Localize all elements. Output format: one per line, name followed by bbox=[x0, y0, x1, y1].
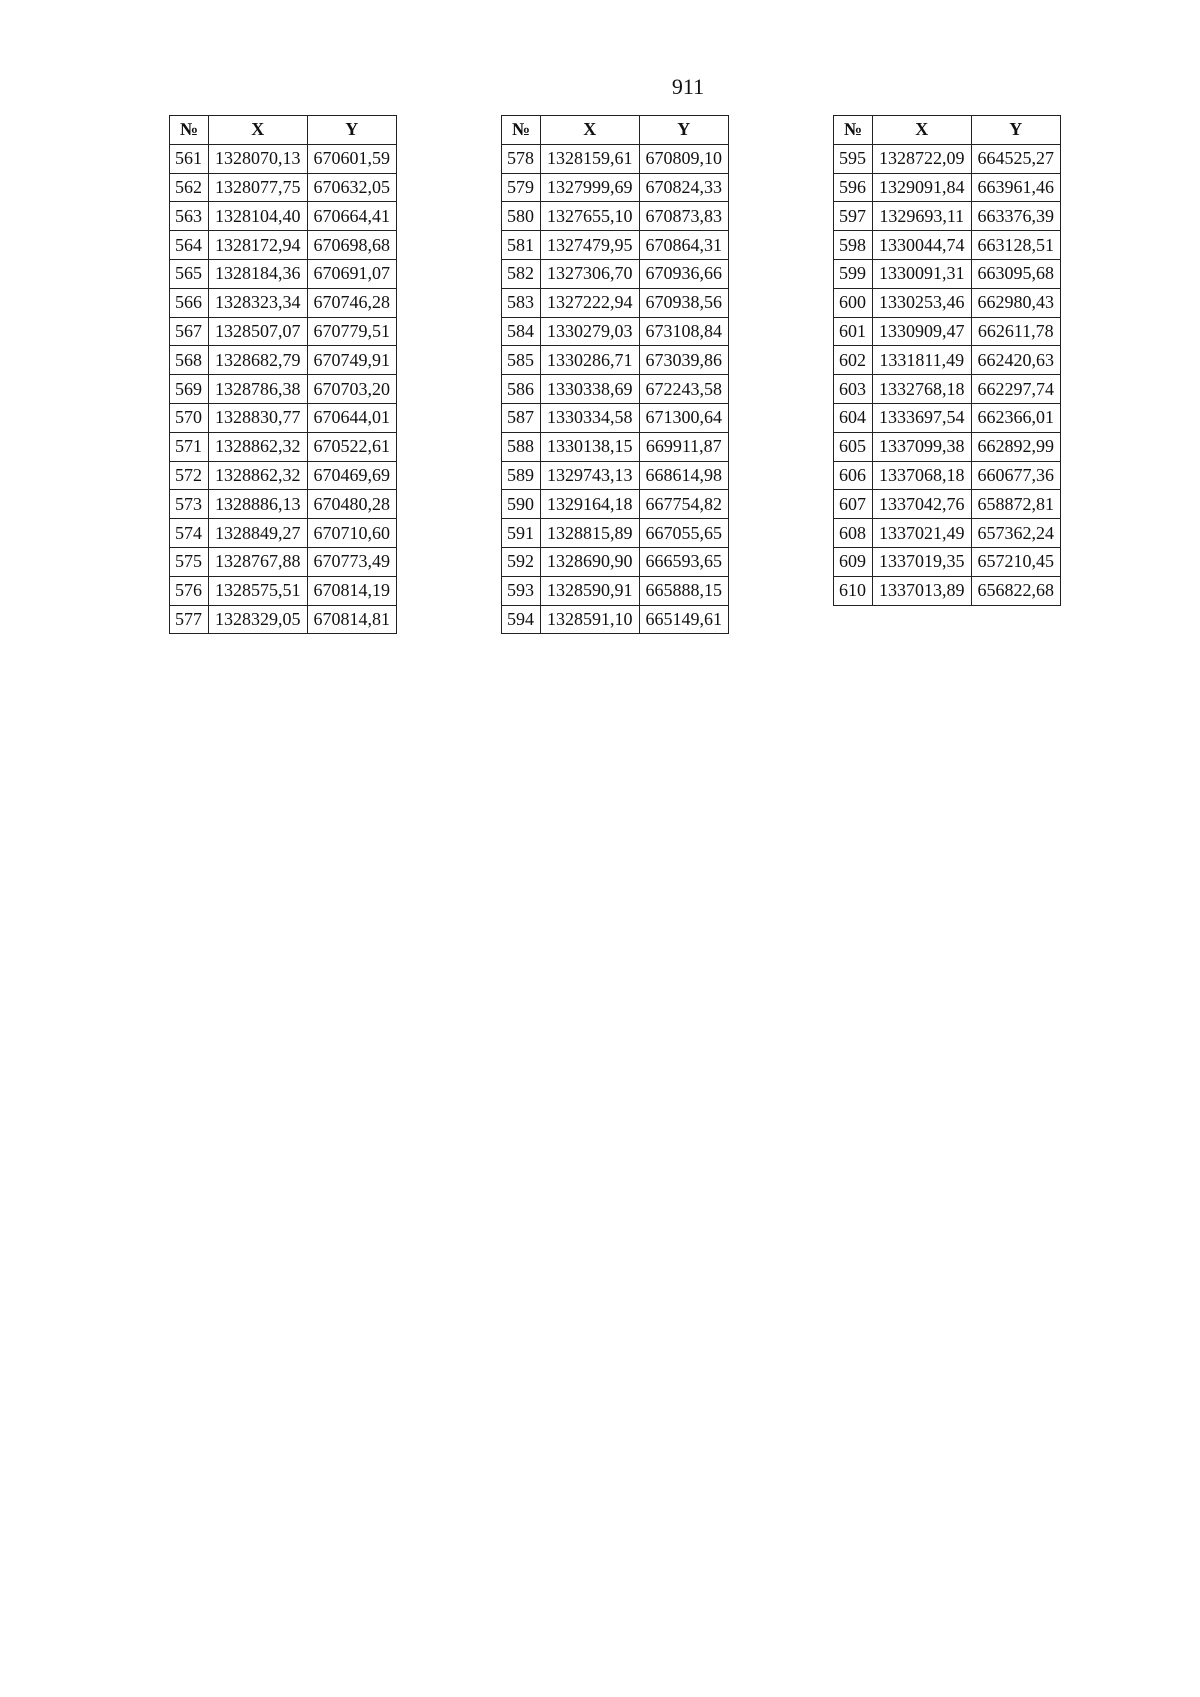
cell-y: 660677,36 bbox=[971, 461, 1061, 490]
cell-y: 670779,51 bbox=[307, 317, 397, 346]
cell-number: 573 bbox=[170, 490, 209, 519]
cell-y: 670814,19 bbox=[307, 576, 397, 605]
cell-y: 670936,66 bbox=[639, 259, 729, 288]
cell-y: 669911,87 bbox=[639, 432, 729, 461]
table-row bbox=[502, 231, 729, 260]
cell-number: 607 bbox=[834, 490, 873, 519]
cell-x: 1337099,38 bbox=[873, 432, 972, 461]
cell-y: 662420,63 bbox=[971, 346, 1061, 375]
table-row bbox=[170, 144, 397, 173]
table-row bbox=[834, 519, 1061, 548]
cell-number: 564 bbox=[170, 231, 209, 260]
cell-y: 656822,68 bbox=[971, 576, 1061, 605]
cell-x: 1328172,94 bbox=[209, 231, 308, 260]
cell-number: 582 bbox=[502, 259, 541, 288]
table-row bbox=[502, 576, 729, 605]
cell-number: 561 bbox=[170, 144, 209, 173]
table-row bbox=[834, 432, 1061, 461]
table-row bbox=[834, 576, 1061, 605]
table-row bbox=[170, 259, 397, 288]
cell-x: 1329164,18 bbox=[541, 490, 640, 519]
cell-number: 601 bbox=[834, 317, 873, 346]
cell-y: 663376,39 bbox=[971, 202, 1061, 231]
cell-number: 575 bbox=[170, 547, 209, 576]
cell-number: 583 bbox=[502, 288, 541, 317]
cell-number: 571 bbox=[170, 432, 209, 461]
cell-number: 608 bbox=[834, 519, 873, 548]
cell-number: 584 bbox=[502, 317, 541, 346]
table-row bbox=[502, 202, 729, 231]
cell-x: 1327222,94 bbox=[541, 288, 640, 317]
table-row bbox=[834, 144, 1061, 173]
cell-y: 664525,27 bbox=[971, 144, 1061, 173]
table-row bbox=[834, 346, 1061, 375]
table-row bbox=[502, 375, 729, 404]
cell-number: 590 bbox=[502, 490, 541, 519]
table-row bbox=[834, 317, 1061, 346]
cell-y: 670632,05 bbox=[307, 173, 397, 202]
table-row bbox=[170, 346, 397, 375]
cell-x: 1328591,10 bbox=[541, 605, 640, 634]
table-row bbox=[502, 432, 729, 461]
cell-y: 670703,20 bbox=[307, 375, 397, 404]
cell-y: 670746,28 bbox=[307, 288, 397, 317]
cell-number: 593 bbox=[502, 576, 541, 605]
cell-y: 670814,81 bbox=[307, 605, 397, 634]
cell-y: 665149,61 bbox=[639, 605, 729, 634]
cell-number: 580 bbox=[502, 202, 541, 231]
cell-y: 663095,68 bbox=[971, 259, 1061, 288]
page-number: 911 bbox=[671, 74, 705, 99]
cell-x: 1328323,34 bbox=[209, 288, 308, 317]
cell-number: 588 bbox=[502, 432, 541, 461]
cell-x: 1330138,15 bbox=[541, 432, 640, 461]
cell-y: 673108,84 bbox=[639, 317, 729, 346]
table-row bbox=[834, 202, 1061, 231]
coordinates-table bbox=[833, 115, 1061, 606]
table-row bbox=[502, 490, 729, 519]
cell-x: 1328862,32 bbox=[209, 461, 308, 490]
cell-x: 1328722,09 bbox=[873, 144, 972, 173]
cell-y: 668614,98 bbox=[639, 461, 729, 490]
table-row bbox=[502, 461, 729, 490]
cell-number: 598 bbox=[834, 231, 873, 260]
cell-x: 1327655,10 bbox=[541, 202, 640, 231]
cell-x: 1328862,32 bbox=[209, 432, 308, 461]
cell-y: 662611,78 bbox=[971, 317, 1061, 346]
table-row bbox=[834, 288, 1061, 317]
cell-number: 599 bbox=[834, 259, 873, 288]
cell-y: 670698,68 bbox=[307, 231, 397, 260]
cell-x: 1330909,47 bbox=[873, 317, 972, 346]
cell-number: 585 bbox=[502, 346, 541, 375]
cell-x: 1328329,05 bbox=[209, 605, 308, 634]
column-header-y: Y bbox=[307, 116, 397, 145]
table-row bbox=[170, 461, 397, 490]
cell-number: 587 bbox=[502, 403, 541, 432]
table-header-row bbox=[834, 116, 1061, 145]
table-row bbox=[170, 576, 397, 605]
table-row bbox=[502, 259, 729, 288]
cell-x: 1328830,77 bbox=[209, 403, 308, 432]
cell-y: 670691,07 bbox=[307, 259, 397, 288]
cell-number: 592 bbox=[502, 547, 541, 576]
cell-number: 595 bbox=[834, 144, 873, 173]
cell-number: 569 bbox=[170, 375, 209, 404]
column-header-x: X bbox=[541, 116, 640, 145]
cell-number: 568 bbox=[170, 346, 209, 375]
table-row bbox=[170, 432, 397, 461]
cell-x: 1330338,69 bbox=[541, 375, 640, 404]
cell-number: 581 bbox=[502, 231, 541, 260]
table-row bbox=[170, 202, 397, 231]
cell-number: 604 bbox=[834, 403, 873, 432]
cell-y: 671300,64 bbox=[639, 403, 729, 432]
table-header-row bbox=[502, 116, 729, 145]
cell-number: 579 bbox=[502, 173, 541, 202]
cell-x: 1333697,54 bbox=[873, 403, 972, 432]
column-header-y: Y bbox=[639, 116, 729, 145]
cell-number: 597 bbox=[834, 202, 873, 231]
column-header-x: X bbox=[209, 116, 308, 145]
cell-number: 574 bbox=[170, 519, 209, 548]
table-body bbox=[834, 144, 1061, 605]
cell-x: 1337021,49 bbox=[873, 519, 972, 548]
cell-y: 670644,01 bbox=[307, 403, 397, 432]
column-header-y: Y bbox=[971, 116, 1061, 145]
table-row bbox=[834, 173, 1061, 202]
cell-x: 1328184,36 bbox=[209, 259, 308, 288]
cell-number: 586 bbox=[502, 375, 541, 404]
cell-x: 1328159,61 bbox=[541, 144, 640, 173]
table-row bbox=[170, 375, 397, 404]
cell-y: 667754,82 bbox=[639, 490, 729, 519]
table-body bbox=[170, 144, 397, 634]
cell-y: 670809,10 bbox=[639, 144, 729, 173]
cell-number: 609 bbox=[834, 547, 873, 576]
table-row bbox=[170, 288, 397, 317]
cell-y: 670873,83 bbox=[639, 202, 729, 231]
cell-x: 1328786,38 bbox=[209, 375, 308, 404]
table-row bbox=[170, 173, 397, 202]
cell-x: 1332768,18 bbox=[873, 375, 972, 404]
cell-x: 1330279,03 bbox=[541, 317, 640, 346]
cell-x: 1327479,95 bbox=[541, 231, 640, 260]
cell-number: 567 bbox=[170, 317, 209, 346]
cell-number: 589 bbox=[502, 461, 541, 490]
table-row bbox=[170, 231, 397, 260]
column-header-number: № bbox=[170, 116, 209, 145]
table-row bbox=[502, 605, 729, 634]
cell-x: 1337068,18 bbox=[873, 461, 972, 490]
cell-x: 1328815,89 bbox=[541, 519, 640, 548]
cell-y: 670938,56 bbox=[639, 288, 729, 317]
cell-x: 1330091,31 bbox=[873, 259, 972, 288]
cell-x: 1330334,58 bbox=[541, 403, 640, 432]
column-header-number: № bbox=[502, 116, 541, 145]
cell-y: 670664,41 bbox=[307, 202, 397, 231]
table-row bbox=[502, 317, 729, 346]
cell-number: 596 bbox=[834, 173, 873, 202]
cell-x: 1328590,91 bbox=[541, 576, 640, 605]
cell-x: 1327999,69 bbox=[541, 173, 640, 202]
cell-number: 594 bbox=[502, 605, 541, 634]
cell-y: 670824,33 bbox=[639, 173, 729, 202]
table-row bbox=[170, 547, 397, 576]
table-row bbox=[170, 605, 397, 634]
cell-x: 1328682,79 bbox=[209, 346, 308, 375]
table-row bbox=[170, 490, 397, 519]
cell-y: 670480,28 bbox=[307, 490, 397, 519]
cell-y: 663961,46 bbox=[971, 173, 1061, 202]
cell-x: 1329743,13 bbox=[541, 461, 640, 490]
cell-y: 665888,15 bbox=[639, 576, 729, 605]
cell-x: 1328077,75 bbox=[209, 173, 308, 202]
cell-number: 591 bbox=[502, 519, 541, 548]
cell-x: 1327306,70 bbox=[541, 259, 640, 288]
cell-y: 670469,69 bbox=[307, 461, 397, 490]
table-row bbox=[834, 461, 1061, 490]
cell-number: 578 bbox=[502, 144, 541, 173]
table-row bbox=[170, 519, 397, 548]
table-row bbox=[170, 317, 397, 346]
table-row bbox=[834, 490, 1061, 519]
cell-number: 577 bbox=[170, 605, 209, 634]
cell-x: 1330044,74 bbox=[873, 231, 972, 260]
cell-x: 1329693,11 bbox=[873, 202, 972, 231]
coordinates-table bbox=[501, 115, 729, 634]
cell-y: 662892,99 bbox=[971, 432, 1061, 461]
cell-y: 667055,65 bbox=[639, 519, 729, 548]
cell-number: 576 bbox=[170, 576, 209, 605]
cell-x: 1328575,51 bbox=[209, 576, 308, 605]
cell-number: 563 bbox=[170, 202, 209, 231]
cell-number: 570 bbox=[170, 403, 209, 432]
table-row bbox=[502, 288, 729, 317]
cell-x: 1329091,84 bbox=[873, 173, 972, 202]
cell-y: 658872,81 bbox=[971, 490, 1061, 519]
cell-x: 1328690,90 bbox=[541, 547, 640, 576]
table-body bbox=[502, 144, 729, 634]
column-header-number: № bbox=[834, 116, 873, 145]
table-row bbox=[170, 403, 397, 432]
cell-x: 1337013,89 bbox=[873, 576, 972, 605]
cell-y: 657210,45 bbox=[971, 547, 1061, 576]
cell-x: 1330253,46 bbox=[873, 288, 972, 317]
table-row bbox=[502, 519, 729, 548]
cell-y: 670710,60 bbox=[307, 519, 397, 548]
table-row bbox=[834, 375, 1061, 404]
table-row bbox=[502, 547, 729, 576]
cell-number: 610 bbox=[834, 576, 873, 605]
cell-number: 606 bbox=[834, 461, 873, 490]
table-row bbox=[834, 231, 1061, 260]
cell-x: 1337042,76 bbox=[873, 490, 972, 519]
table-row bbox=[834, 259, 1061, 288]
cell-y: 673039,86 bbox=[639, 346, 729, 375]
cell-number: 572 bbox=[170, 461, 209, 490]
column-header-x: X bbox=[873, 116, 972, 145]
table-row bbox=[502, 403, 729, 432]
cell-number: 600 bbox=[834, 288, 873, 317]
cell-y: 670749,91 bbox=[307, 346, 397, 375]
cell-x: 1328767,88 bbox=[209, 547, 308, 576]
cell-y: 672243,58 bbox=[639, 375, 729, 404]
cell-x: 1328849,27 bbox=[209, 519, 308, 548]
cell-number: 603 bbox=[834, 375, 873, 404]
cell-x: 1331811,49 bbox=[873, 346, 972, 375]
cell-x: 1330286,71 bbox=[541, 346, 640, 375]
table-header-row bbox=[170, 116, 397, 145]
cell-y: 670773,49 bbox=[307, 547, 397, 576]
table-row bbox=[834, 547, 1061, 576]
cell-number: 602 bbox=[834, 346, 873, 375]
cell-x: 1337019,35 bbox=[873, 547, 972, 576]
cell-x: 1328886,13 bbox=[209, 490, 308, 519]
table-row bbox=[502, 173, 729, 202]
coordinates-table bbox=[169, 115, 397, 634]
table-row bbox=[834, 403, 1061, 432]
cell-y: 670601,59 bbox=[307, 144, 397, 173]
cell-y: 670864,31 bbox=[639, 231, 729, 260]
cell-y: 666593,65 bbox=[639, 547, 729, 576]
table-row bbox=[502, 144, 729, 173]
cell-number: 565 bbox=[170, 259, 209, 288]
cell-y: 657362,24 bbox=[971, 519, 1061, 548]
cell-number: 562 bbox=[170, 173, 209, 202]
table-row bbox=[502, 346, 729, 375]
cell-y: 662366,01 bbox=[971, 403, 1061, 432]
cell-y: 663128,51 bbox=[971, 231, 1061, 260]
cell-x: 1328104,40 bbox=[209, 202, 308, 231]
cell-number: 566 bbox=[170, 288, 209, 317]
cell-x: 1328070,13 bbox=[209, 144, 308, 173]
cell-y: 662980,43 bbox=[971, 288, 1061, 317]
cell-y: 670522,61 bbox=[307, 432, 397, 461]
cell-y: 662297,74 bbox=[971, 375, 1061, 404]
cell-x: 1328507,07 bbox=[209, 317, 308, 346]
cell-number: 605 bbox=[834, 432, 873, 461]
